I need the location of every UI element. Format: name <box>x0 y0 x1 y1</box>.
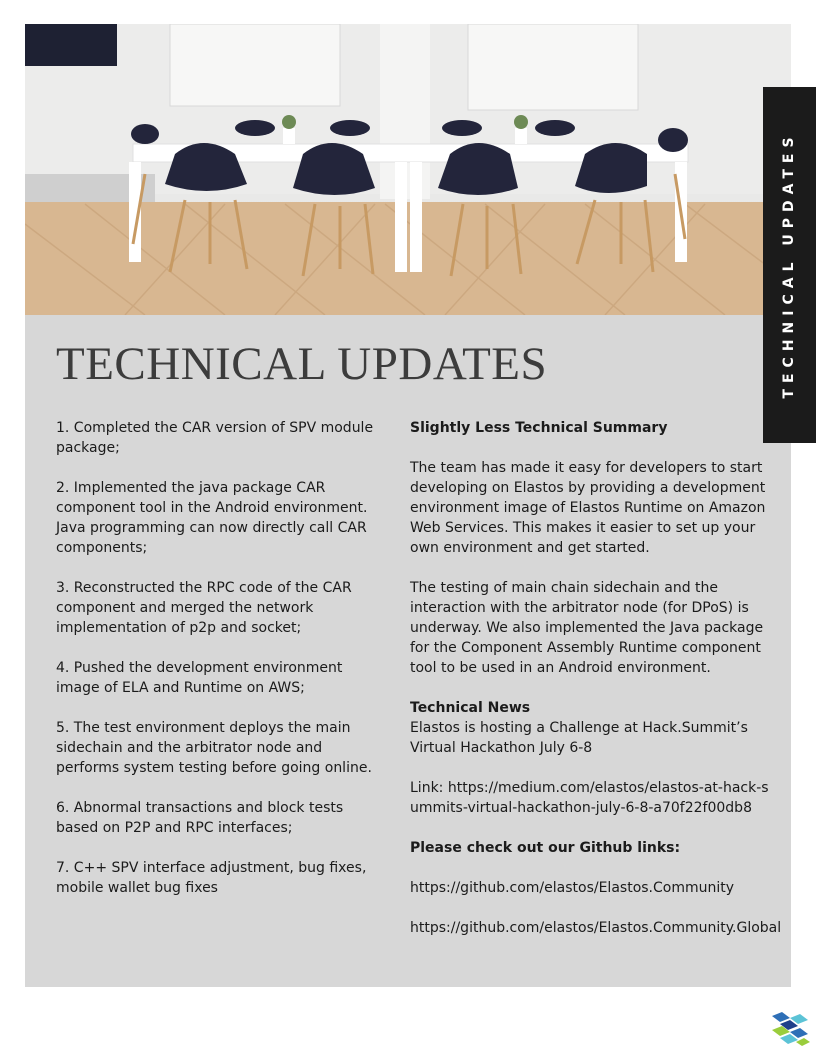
list-item: 5. The test environment deploys the main sidechain and the arbitrator node and performs system testing before going online. <box>56 720 372 776</box>
news-link[interactable]: Link: https://medium.com/elastos/elastos-at-hack-summits-virtual-hackathon-july-6-8-a70f22f00db8 <box>410 780 769 816</box>
list-item: 7. C++ SPV interface adjustment, bug fixes, mobile wallet bug fixes <box>56 860 367 896</box>
github-heading: Please check out our Github links: <box>410 840 681 856</box>
summary-paragraph: The team has made it easy for developers to start developing on Elastos by providing a development environment image of Elastos Runtime on Amazon Web Services. This makes it easier to set up your own environment and get started. <box>410 460 766 556</box>
list-item: 4. Pushed the development environment image of ELA and Runtime on AWS; <box>56 660 343 696</box>
news-text: Elastos is hosting a Challenge at Hack.Summit’s Virtual Hackathon July 6-8 <box>410 720 748 756</box>
news-heading: Technical News <box>410 700 531 716</box>
side-tab-label: TECHNICAL UPDATES <box>781 131 797 399</box>
list-item: 1. Completed the CAR version of SPV module package; <box>56 420 374 456</box>
elastos-logo-icon <box>770 1012 810 1048</box>
updates-list <box>56 418 386 918</box>
side-tab <box>763 87 816 443</box>
list-item: 2. Implemented the java package CAR component tool in the Android environment. Java programming can now directly call CAR components; <box>56 480 368 556</box>
list-item: 3. Reconstructed the RPC code of the CAR component and merged the network implementation of p2p and socket; <box>56 580 352 636</box>
summary-column <box>410 418 782 958</box>
hero-image <box>25 24 791 315</box>
summary-paragraph: The testing of main chain sidechain and the interaction with the arbitrator node (for DPoS) is underway. We also implemented the Java package for the Component Assembly Runtime component tool to be used in an Android environment. <box>410 580 764 676</box>
page-title: TECHNICAL UPDATES <box>56 338 548 390</box>
github-link[interactable]: https://github.com/elastos/Elastos.Community <box>410 880 735 896</box>
github-link[interactable]: https://github.com/elastos/Elastos.Community.Global <box>410 920 782 936</box>
list-item: 6. Abnormal transactions and block tests based on P2P and RPC interfaces; <box>56 800 344 836</box>
summary-heading: Slightly Less Technical Summary <box>410 420 668 436</box>
